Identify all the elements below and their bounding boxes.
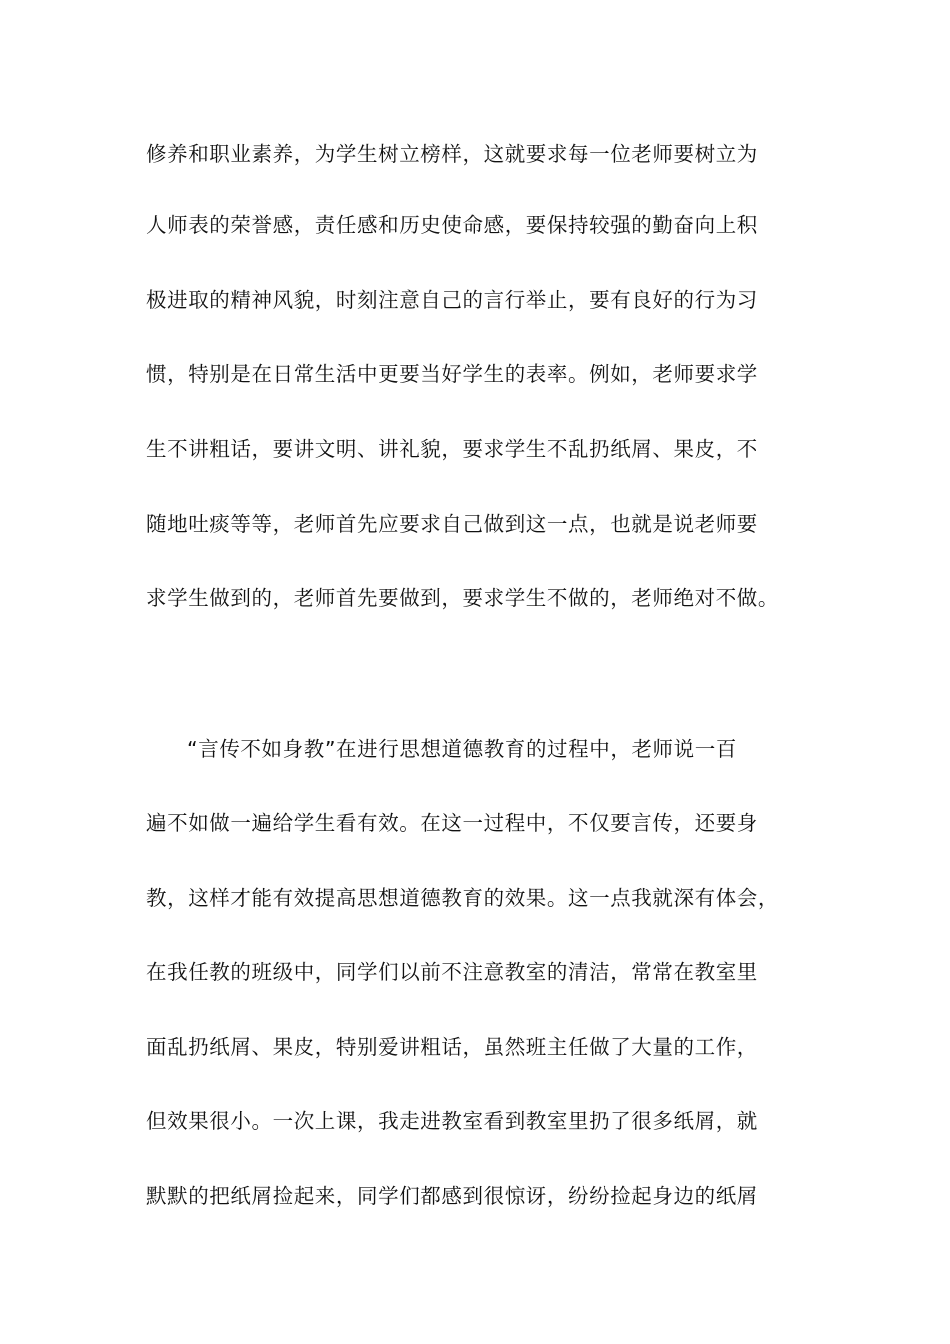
paragraph-1-line-1: 修养和职业素养，为学生树立榜样，这就要求每一位老师要树立为 [146,142,758,166]
paragraph-2-line-3: 教，这样才能有效提高思想道德教育的效果。这一点我就深有体会， [146,886,779,910]
paragraph-1-line-4: 惯，特别是在日常生活中更要当好学生的表率。例如，老师要求学 [146,362,758,386]
paragraph-1-line-2: 人师表的荣誉感，责任感和历史使命感，要保持较强的勤奋向上积 [146,213,758,237]
paragraph-1-line-5: 生不讲粗话，要讲文明、讲礼貌，要求学生不乱扔纸屑、果皮，不 [146,437,758,461]
paragraph-2-line-6: 但效果很小。一次上课，我走进教室看到教室里扔了很多纸屑，就 [146,1109,758,1133]
paragraph-1-line-7: 求学生做到的，老师首先要做到，要求学生不做的，老师绝对不做。 [146,586,779,610]
paragraph-1-line-6: 随地吐痰等等，老师首先应要求自己做到这一点，也就是说老师要 [146,512,758,536]
paragraph-1-line-3: 极进取的精神风貌，时刻注意自己的言行举止，要有良好的行为习 [146,288,758,312]
paragraph-2-line-4: 在我任教的班级中，同学们以前不注意教室的清洁，常常在教室里 [146,960,758,984]
paragraph-2-line-5: 面乱扔纸屑、果皮，特别爱讲粗话，虽然班主任做了大量的工作， [146,1035,758,1059]
paragraph-2-line-1: “言传不如身教”在进行思想道德教育的过程中，老师说一百 [187,737,737,761]
paragraph-2-line-7: 默默的把纸屑捡起来，同学们都感到很惊讶，纷纷捡起身边的纸屑 [146,1184,758,1208]
paragraph-2-line-2: 遍不如做一遍给学生看有效。在这一过程中，不仅要言传，还要身 [146,811,758,835]
